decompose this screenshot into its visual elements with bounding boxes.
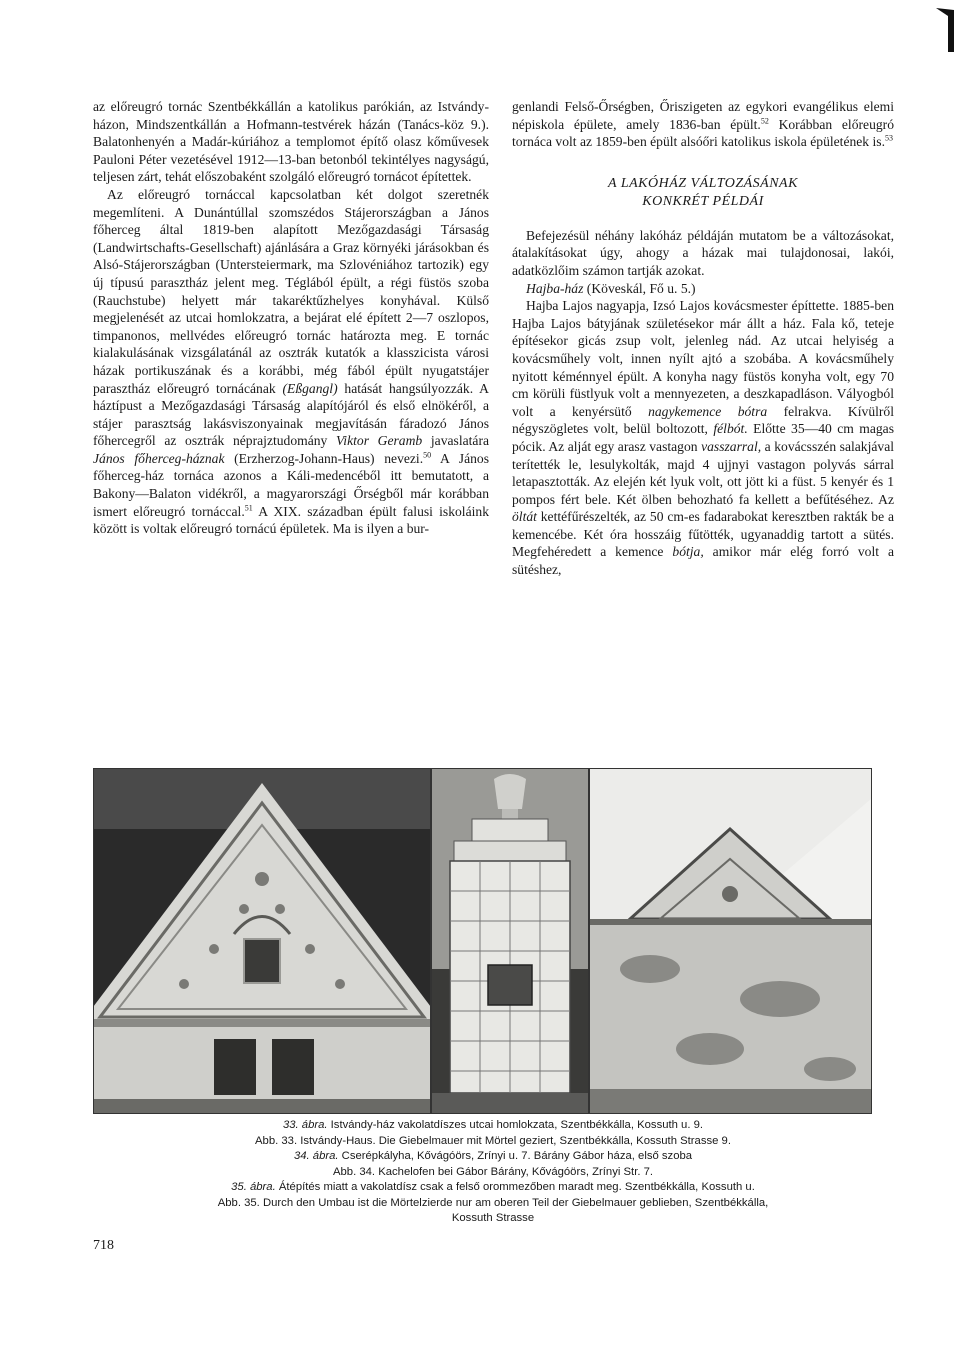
binding-mark: [934, 6, 956, 54]
caption-text: Kachelofen bei Gábor Bárány, Kővágóörs, Zrínyi Str. 7.: [375, 1165, 654, 1178]
caption-text: Istvándy-ház vakolatdíszes utcai homlokzata, Szentbékkálla, Kossuth u. 9.: [327, 1119, 704, 1131]
text-run: Befejezésül néhány lakóház példáján mutatom be a változásokat, átalakításokat úgy, ahogy a házak mai tulajdonosai, lakói, adatközlőim számon tartják azokat.: [512, 227, 894, 278]
footnote-ref: 50: [423, 450, 432, 460]
caption-number: 34. ábra.: [293, 1150, 339, 1162]
section-title: [512, 175, 894, 211]
footnote-ref: 52: [760, 116, 769, 126]
text-run: genlandi Felső-Őrségben, Őriszigeten az egykori evangélikus elemi népiskola épülete, amely 1836-ban épült.: [512, 99, 894, 132]
right-paragraph-3: [512, 297, 894, 579]
text-run: Az előreugró tornáccal kapcsolatban két dolgot szeretnék megemlíteni. A Dunántúllal szomszédos Stájerországban a János főherceg által 1819-ben alapított Mezőgazdasági Társaság (Landwirtschafts-Gesellschaft) ajánlására a Graz környéki járásokban és Alsó-Stájerországban (Untersteiermark, ma Szlovéniához tartozik) egy új típusú parasztház jelent meg. Téglából épült, a régi füstös szoba (Rauchstube) helyett már takaréktűzhelyes konyhával. Külső megjelenését az utcai homlokzatra, a bejárat elé épített 2—7 oszlopos, timpanonos, mellvédes előreugró tornác határozta meg. E tornác kialakulásának vizsgálatánál az osztrák kutatók a klasszicista városi házak portikuszának és a korábbi, még fából épült nyugatstájer parasztház előreugró tornácának: [93, 186, 489, 396]
example-house-name: Hajba-ház: [526, 280, 584, 296]
right-paragraph-2: [512, 227, 894, 280]
example-title: [512, 280, 894, 298]
caption-number: 35. ábra.: [231, 1181, 276, 1193]
right-column: [512, 98, 894, 579]
example-address: (Köveskál, Fő u. 5.): [583, 280, 696, 296]
text-run: Előtte 35—40 cm magas pócik. Az alját egy arasz vastagon: [512, 421, 894, 454]
italic-name: Viktor Geramb: [336, 433, 423, 449]
text-run: felrakva. Kívülről négyszögletes volt, belül boltozott,: [512, 403, 894, 437]
right-paragraph-1: [512, 98, 894, 151]
text-run: kettéfűrészelték, az 50 cm-es fadarabokat keresztben rakták be a kemencébe. Két óra hosszáig fűtötték, ugyanaddig tartott a sütés. Megfehéredett a kemence: [512, 509, 894, 560]
left-column: [93, 98, 489, 538]
text-run: a kovácsszén salakjával terítették le, lesulykolták, majd 4 ujjnyi vastagon polyvás sárral letapasztották. Az elején két lyuk volt, ott jött ki a füst. 5 kenyér és 1 pompos fért bele. Két ölben behozható fa kellett a befűtéséhez. Az: [512, 438, 895, 507]
text-run: hatását hangsúlyozzák. A háztípust a Mezőgazdasági Társaság alapítójáról és első elnökéről, a stájer parasztság lakásviszonyainak megjavításán fáradozó János főhercegről az osztrák néprajztudomány: [93, 380, 489, 449]
caption-33-de: [93, 1134, 893, 1150]
section-title-line: A LAKÓHÁZ VÁLTOZÁSÁNAK: [608, 175, 798, 191]
caption-text: Durch den Umbau ist die Mörtelzierde nur am oberen Teil der Giebelmauer geblieben, Szentbékkálla,: [259, 1196, 769, 1209]
photo-gable-facade: [93, 768, 431, 1114]
text-run: javaslatára: [422, 433, 489, 449]
caption-text: Cserépkályha, Kővágóörs, Zrínyi u. 7. Bárány Gábor háza, első szoba: [338, 1150, 693, 1162]
italic-term: János főherceg-háznak: [93, 450, 225, 466]
left-paragraph-1: [93, 98, 489, 186]
text-run: Korábban előreugró tornáca volt az 1859-ben épült alsóőri katolikus iskola épületének is.: [512, 116, 894, 150]
photo-partial-gable: [589, 768, 872, 1114]
caption-number: Abb. 35.: [217, 1196, 260, 1209]
caption-34-de: [93, 1165, 893, 1181]
caption-number: Abb. 33.: [255, 1134, 298, 1147]
caption-33-hu: [93, 1118, 893, 1134]
caption-text: Kossuth Strasse: [451, 1212, 535, 1224]
text-run: az előreugró tornác Szentbékkállán a katolikus parókián, az Istvándy-házon, Mindszentkállán a Hofmann-testvérek házán (Tanács-köz 9.). Balatonhenyén a Madár-kúriához a templomot építő olasz kőművesek Pauloni Péter vezetésével 1912—13-ban betonból tekintélyes nagyságú, teljesen zárt, tehát előszobaként szolgáló előreugró tornácot építettek.: [93, 99, 489, 185]
italic-term: bótja,: [672, 544, 704, 560]
text-run: A János főherceg-ház tornáca azonos a Káli-medencéből itt bemutatott, a Bakony—Balaton vidékről, a magyarországi Őrségből már korábban ismert előreugró tornáccal.: [93, 450, 489, 519]
footnote-ref: 51: [244, 503, 253, 513]
text-run: A XIX. században épült falusi iskoláink között is voltak előreugró tornácú épületek. Ma is ilyen a bur-: [93, 503, 489, 537]
caption-35-hu: [93, 1180, 893, 1196]
footnote-ref: 53: [884, 133, 893, 143]
page-number: 718: [93, 1238, 114, 1253]
italic-term: (Eßgangl): [282, 380, 338, 396]
text-run: (Erzherzog-Johann-Haus) nevezi.: [224, 450, 424, 466]
figure-captions: [93, 1118, 893, 1227]
text-run: amikor már elég forró volt a sütéshez,: [512, 544, 894, 578]
text-run: Hajba Lajos nagyapja, Izsó Lajos kovácsmester építtette. 1885-ben Hajba Lajos bátyjának születésekor már állt a ház. Fala kő, teteje építésekor gicás zsup volt, jelenleg nád. Az utcai helyiség a kovácsműhely volt, innen nyílt ajtó a szobába. A kovácsműhely nyitott kéménnyel épült. A konyha nagy füstös konyha volt, egy 70 cm körüli füstlyuk volt a mennyezeten, a deszkapadláson. Vályogból volt a kenyérsütő: [512, 298, 894, 419]
italic-term: félbót.: [713, 421, 748, 437]
photo-tile-stove: [431, 768, 589, 1114]
italic-term: nagykemence bótra: [648, 403, 768, 419]
section-title-line: KONKRÉT PÉLDÁI: [642, 193, 764, 209]
italic-term: vasszarral,: [701, 438, 762, 454]
italic-term: öltát: [512, 509, 537, 525]
caption-text: Istvándy-Haus. Die Giebelmauer mit Mörtel geziert, Szentbékkálla, Kossuth Strasse 9.: [297, 1134, 731, 1147]
left-paragraph-2: [93, 186, 489, 538]
caption-35-de: [93, 1196, 893, 1212]
caption-text: Átépítés miatt a vakolatdísz csak a felső orommezőben maradt meg. Szentbékkálla, Kossuth u.: [275, 1181, 755, 1193]
caption-35-de-cont: [93, 1211, 893, 1227]
caption-number: 33. ábra.: [282, 1119, 328, 1131]
caption-number: Abb. 34.: [332, 1165, 376, 1178]
caption-34-hu: [93, 1149, 893, 1165]
